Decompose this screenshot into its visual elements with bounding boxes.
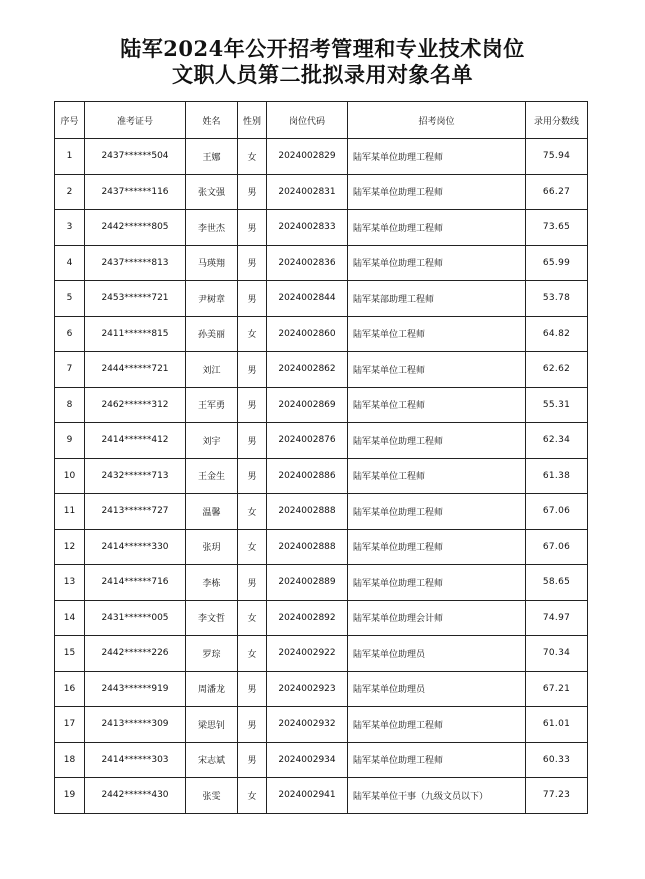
cell-name: 李世杰 [186, 210, 238, 246]
cell-post: 陆军某单位助理工程师 [348, 245, 526, 281]
cell-gender: 男 [238, 458, 267, 494]
header-post: 招考岗位 [348, 102, 526, 139]
page-title-line-2: 文职人员第二批拟录用对象名单 [172, 62, 473, 87]
cell-post: 陆军某部助理工程师 [348, 281, 526, 317]
cell-gender: 男 [238, 281, 267, 317]
cell-post: 陆军某单位助理工程师 [348, 174, 526, 210]
cell-exam-id: 2442******226 [85, 636, 186, 672]
cell-name: 张文强 [186, 174, 238, 210]
cell-post-code: 2024002886 [267, 458, 348, 494]
cell-post-code: 2024002889 [267, 565, 348, 601]
cell-score: 70.34 [526, 636, 588, 672]
cell-name: 张玥 [186, 529, 238, 565]
cell-score: 77.23 [526, 778, 588, 814]
cell-score: 62.34 [526, 423, 588, 459]
cell-score: 55.31 [526, 387, 588, 423]
cell-name: 王金生 [186, 458, 238, 494]
cell-gender: 女 [238, 139, 267, 175]
cell-post-code: 2024002922 [267, 636, 348, 672]
cell-exam-id: 2437******504 [85, 139, 186, 175]
cell-index: 7 [55, 352, 85, 388]
cell-score: 66.27 [526, 174, 588, 210]
cell-name: 温馨 [186, 494, 238, 530]
table-row [55, 316, 588, 352]
cell-index: 19 [55, 778, 85, 814]
cell-exam-id: 2414******330 [85, 529, 186, 565]
cell-index: 17 [55, 707, 85, 743]
cell-post: 陆军某单位助理工程师 [348, 742, 526, 778]
cell-name: 梁思钊 [186, 707, 238, 743]
cell-gender: 男 [238, 671, 267, 707]
cell-name: 宋志斌 [186, 742, 238, 778]
table-row [55, 210, 588, 246]
header-post-code: 岗位代码 [267, 102, 348, 139]
cell-score: 74.97 [526, 600, 588, 636]
cell-exam-id: 2432******713 [85, 458, 186, 494]
table-header-row [55, 102, 588, 139]
cell-index: 9 [55, 423, 85, 459]
cell-gender: 女 [238, 600, 267, 636]
cell-post: 陆军某单位干事（九级文员以下） [348, 778, 526, 814]
cell-exam-id: 2413******309 [85, 707, 186, 743]
cell-post-code: 2024002934 [267, 742, 348, 778]
cell-exam-id: 2414******716 [85, 565, 186, 601]
cell-score: 61.01 [526, 707, 588, 743]
table-row [55, 707, 588, 743]
cell-name: 刘江 [186, 352, 238, 388]
cell-exam-id: 2431******005 [85, 600, 186, 636]
cell-exam-id: 2443******919 [85, 671, 186, 707]
cell-exam-id: 2411******815 [85, 316, 186, 352]
cell-post: 陆军某单位助理员 [348, 636, 526, 672]
table-row [55, 742, 588, 778]
cell-score: 67.21 [526, 671, 588, 707]
header-gender: 性别 [238, 102, 267, 139]
candidate-table [54, 101, 588, 814]
table-row [55, 245, 588, 281]
cell-gender: 男 [238, 352, 267, 388]
cell-post: 陆军某单位助理工程师 [348, 139, 526, 175]
page-title-line-1: 陆军2024年公开招考管理和专业技术岗位 [120, 36, 525, 61]
cell-post: 陆军某单位工程师 [348, 387, 526, 423]
cell-gender: 女 [238, 636, 267, 672]
cell-post: 陆军某单位助理工程师 [348, 423, 526, 459]
cell-index: 8 [55, 387, 85, 423]
table-row [55, 139, 588, 175]
cell-index: 6 [55, 316, 85, 352]
header-exam-id: 准考证号 [85, 102, 186, 139]
cell-post-code: 2024002869 [267, 387, 348, 423]
cell-post-code: 2024002860 [267, 316, 348, 352]
cell-score: 61.38 [526, 458, 588, 494]
cell-score: 60.33 [526, 742, 588, 778]
cell-exam-id: 2437******116 [85, 174, 186, 210]
cell-score: 64.82 [526, 316, 588, 352]
cell-post: 陆军某单位助理工程师 [348, 210, 526, 246]
cell-index: 13 [55, 565, 85, 601]
table-row [55, 600, 588, 636]
cell-exam-id: 2462******312 [85, 387, 186, 423]
cell-index: 11 [55, 494, 85, 530]
cell-index: 16 [55, 671, 85, 707]
cell-post: 陆军某单位助理工程师 [348, 494, 526, 530]
cell-name: 尹树章 [186, 281, 238, 317]
cell-post: 陆军某单位助理工程师 [348, 565, 526, 601]
cell-index: 1 [55, 139, 85, 175]
cell-exam-id: 2442******430 [85, 778, 186, 814]
cell-name: 孙美丽 [186, 316, 238, 352]
cell-index: 12 [55, 529, 85, 565]
header-index: 序号 [55, 102, 85, 139]
cell-name: 张雯 [186, 778, 238, 814]
cell-post-code: 2024002833 [267, 210, 348, 246]
cell-post: 陆军某单位工程师 [348, 316, 526, 352]
cell-index: 10 [55, 458, 85, 494]
cell-post: 陆军某单位助理会计师 [348, 600, 526, 636]
header-name: 姓名 [186, 102, 238, 139]
table-row [55, 458, 588, 494]
cell-exam-id: 2444******721 [85, 352, 186, 388]
cell-score: 67.06 [526, 494, 588, 530]
cell-exam-id: 2453******721 [85, 281, 186, 317]
table-row [55, 671, 588, 707]
cell-post-code: 2024002876 [267, 423, 348, 459]
cell-exam-id: 2414******412 [85, 423, 186, 459]
cell-post: 陆军某单位助理员 [348, 671, 526, 707]
cell-index: 14 [55, 600, 85, 636]
cell-post-code: 2024002836 [267, 245, 348, 281]
cell-post-code: 2024002932 [267, 707, 348, 743]
cell-exam-id: 2413******727 [85, 494, 186, 530]
cell-post-code: 2024002829 [267, 139, 348, 175]
cell-index: 15 [55, 636, 85, 672]
table-row [55, 387, 588, 423]
cell-gender: 男 [238, 423, 267, 459]
cell-post: 陆军某单位工程师 [348, 352, 526, 388]
table-row [55, 778, 588, 814]
cell-score: 67.06 [526, 529, 588, 565]
cell-gender: 女 [238, 494, 267, 530]
cell-post-code: 2024002844 [267, 281, 348, 317]
cell-index: 3 [55, 210, 85, 246]
table-row [55, 565, 588, 601]
cell-gender: 女 [238, 778, 267, 814]
cell-name: 李栋 [186, 565, 238, 601]
cell-post: 陆军某单位助理工程师 [348, 529, 526, 565]
header-score: 录用分数线 [526, 102, 588, 139]
cell-name: 李文哲 [186, 600, 238, 636]
cell-name: 王娜 [186, 139, 238, 175]
table-row [55, 174, 588, 210]
cell-post-code: 2024002831 [267, 174, 348, 210]
cell-post-code: 2024002862 [267, 352, 348, 388]
cell-score: 65.99 [526, 245, 588, 281]
cell-gender: 男 [238, 742, 267, 778]
cell-score: 53.78 [526, 281, 588, 317]
cell-index: 5 [55, 281, 85, 317]
cell-post: 陆军某单位助理工程师 [348, 707, 526, 743]
table-row [55, 636, 588, 672]
cell-post-code: 2024002941 [267, 778, 348, 814]
cell-index: 18 [55, 742, 85, 778]
cell-name: 罗琮 [186, 636, 238, 672]
cell-name: 王军勇 [186, 387, 238, 423]
table-row [55, 423, 588, 459]
cell-post-code: 2024002888 [267, 494, 348, 530]
cell-exam-id: 2414******303 [85, 742, 186, 778]
cell-gender: 男 [238, 387, 267, 423]
table-row [55, 352, 588, 388]
cell-index: 4 [55, 245, 85, 281]
cell-gender: 男 [238, 707, 267, 743]
table-row [55, 529, 588, 565]
cell-gender: 女 [238, 316, 267, 352]
cell-name: 刘宇 [186, 423, 238, 459]
cell-name: 马瑛翔 [186, 245, 238, 281]
cell-score: 75.94 [526, 139, 588, 175]
cell-gender: 男 [238, 565, 267, 601]
cell-score: 62.62 [526, 352, 588, 388]
cell-score: 73.65 [526, 210, 588, 246]
cell-gender: 男 [238, 174, 267, 210]
cell-name: 周潘龙 [186, 671, 238, 707]
cell-post-code: 2024002888 [267, 529, 348, 565]
cell-gender: 男 [238, 245, 267, 281]
cell-index: 2 [55, 174, 85, 210]
table-row [55, 281, 588, 317]
cell-post-code: 2024002892 [267, 600, 348, 636]
cell-score: 58.65 [526, 565, 588, 601]
cell-post-code: 2024002923 [267, 671, 348, 707]
cell-gender: 女 [238, 529, 267, 565]
cell-exam-id: 2437******813 [85, 245, 186, 281]
cell-exam-id: 2442******805 [85, 210, 186, 246]
cell-gender: 男 [238, 210, 267, 246]
table-row [55, 494, 588, 530]
cell-post: 陆军某单位工程师 [348, 458, 526, 494]
